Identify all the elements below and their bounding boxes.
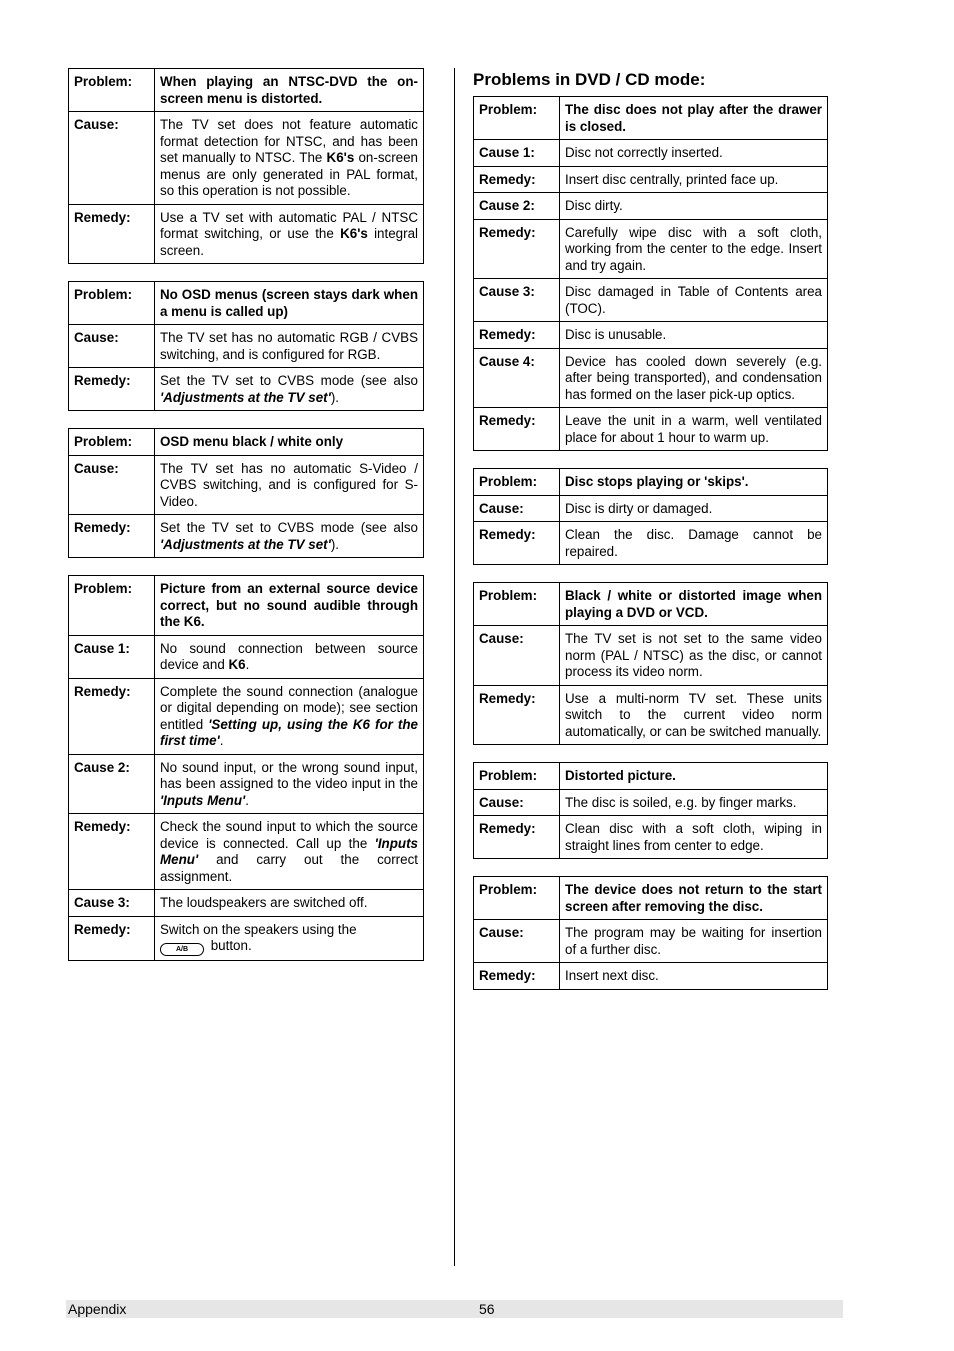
table-row	[69, 576, 424, 636]
cause-label: Cause 4:	[474, 348, 560, 408]
table-row	[69, 814, 424, 890]
problem-text: Distorted picture.	[560, 763, 828, 790]
cause-text: No sound connection between source device and K6.	[155, 635, 424, 678]
remedy-label: Remedy:	[69, 814, 155, 890]
cause-text: The program may be waiting for insertion of a further disc.	[560, 920, 828, 963]
table-row	[474, 97, 828, 140]
cause-text: Disc dirty.	[560, 193, 828, 220]
problem-label: Problem:	[474, 763, 560, 790]
cause-text: Disc not correctly inserted.	[560, 140, 828, 167]
problem-text: OSD menu black / white only	[155, 429, 424, 456]
remedy-text: Disc is unusable.	[560, 322, 828, 349]
dvd-problem-tables	[473, 96, 828, 990]
remedy-label: Remedy:	[69, 916, 155, 961]
osd-bw-problem-table	[68, 428, 424, 558]
problem-text: The device does not return to the start screen after removing the disc.	[560, 877, 828, 920]
table-row	[69, 325, 424, 368]
table-row	[69, 455, 424, 515]
cause-label: Cause 3:	[474, 279, 560, 322]
problem-text: Disc stops playing or 'skips'.	[560, 469, 828, 496]
remedy-label: Remedy:	[474, 408, 560, 451]
dvd-problem-table	[473, 582, 828, 745]
menu-reference: 'Inputs Menu'	[160, 835, 418, 867]
table-row	[69, 678, 424, 754]
table-row	[474, 348, 828, 408]
table-row	[69, 204, 424, 264]
problem-label: Problem:	[474, 469, 560, 496]
ntsc-problem-table	[68, 68, 424, 264]
problem-label: Problem:	[474, 583, 560, 626]
remedy-text: Clean disc with a soft cloth, wiping in straight lines from center to edge.	[560, 816, 828, 859]
osd-dark-problem-table	[68, 281, 424, 411]
cause-text: The TV set does not feature automatic format detection for NTSC, and has been set manually to NTSC. The K6's on-screen menus are only generated in PAL format, so this operation is not possible.	[155, 112, 424, 205]
cause-label: Cause 3:	[69, 890, 155, 917]
dvd-problem-table	[473, 876, 828, 990]
cause-label: Cause:	[474, 495, 560, 522]
section-reference: 'Adjustments at the TV set'	[160, 389, 331, 405]
page-number: 56	[479, 1301, 495, 1317]
problem-label: Problem:	[474, 877, 560, 920]
problem-label: Problem:	[69, 282, 155, 325]
table-row	[474, 322, 828, 349]
table-row	[474, 816, 828, 859]
remedy-label: Remedy:	[69, 204, 155, 264]
dvd-problem-table	[473, 468, 828, 565]
column-divider	[454, 68, 455, 1266]
remedy-text: Check the sound input to which the source device is connected. Call up the 'Inputs Menu' and carry out the correct assignment.	[155, 814, 424, 890]
table-row	[474, 789, 828, 816]
cause-label: Cause 2:	[69, 754, 155, 814]
table-row	[474, 495, 828, 522]
table-row	[474, 408, 828, 451]
model-name: K6	[228, 657, 246, 672]
problem-label: Problem:	[474, 97, 560, 140]
table-row	[474, 193, 828, 220]
table-row	[69, 754, 424, 814]
table-row	[69, 112, 424, 205]
right-column	[473, 68, 828, 1007]
remedy-label: Remedy:	[474, 522, 560, 565]
table-row	[69, 368, 424, 411]
table-row	[69, 916, 424, 961]
cause-text: The TV set has no automatic RGB / CVBS switching, and is configured for RGB.	[155, 325, 424, 368]
cause-label: Cause:	[474, 920, 560, 963]
cause-label: Cause:	[69, 112, 155, 205]
table-row	[474, 877, 828, 920]
cause-text: The TV set has no automatic S-Video / CVBS switching, and is configured for S-Video.	[155, 455, 424, 515]
table-row	[69, 515, 424, 558]
cause-text: Device has cooled down severely (e.g. after being transported), and condensation has formed on the laser pick-up optics.	[560, 348, 828, 408]
cause-text: Disc is dirty or damaged.	[560, 495, 828, 522]
problem-text: No OSD menus (screen stays dark when a menu is called up)	[155, 282, 424, 325]
table-row	[474, 583, 828, 626]
cause-text: The disc is soiled, e.g. by finger marks.	[560, 789, 828, 816]
table-row	[474, 279, 828, 322]
dvd-problem-table	[473, 762, 828, 859]
table-row	[474, 626, 828, 686]
model-name: K6's	[340, 226, 368, 241]
problem-label: Problem:	[69, 576, 155, 636]
page-footer	[66, 1300, 843, 1318]
problem-label: Problem:	[69, 69, 155, 112]
remedy-label: Remedy:	[474, 685, 560, 745]
table-row	[474, 920, 828, 963]
remedy-text: Leave the unit in a warm, well ventilated place for about 1 hour to warm up.	[560, 408, 828, 451]
section-reference: 'Setting up, using the K6 for the first time'	[160, 716, 418, 748]
section-reference: 'Adjustments at the TV set'	[160, 536, 331, 552]
remedy-label: Remedy:	[474, 219, 560, 279]
remedy-label: Remedy:	[69, 368, 155, 411]
table-row	[474, 522, 828, 565]
cause-label: Cause:	[69, 455, 155, 515]
table-row	[69, 635, 424, 678]
table-row	[474, 963, 828, 990]
remedy-text: Use a multi-norm TV set. These units switch to the current video norm automatically, or can be switched manually.	[560, 685, 828, 745]
ab-button-icon: A/B	[160, 943, 204, 956]
footer-section: Appendix	[68, 1301, 127, 1317]
table-row	[474, 166, 828, 193]
table-row	[69, 282, 424, 325]
cause-label: Cause 2:	[474, 193, 560, 220]
table-row	[474, 140, 828, 167]
cause-text: The loudspeakers are switched off.	[155, 890, 424, 917]
problem-text: Black / white or distorted image when playing a DVD or VCD.	[560, 583, 828, 626]
table-row	[474, 469, 828, 496]
cause-label: Cause:	[474, 626, 560, 686]
cause-text: The TV set is not set to the same video norm (PAL / NTSC) as the disc, or cannot process its video norm.	[560, 626, 828, 686]
problem-text: When playing an NTSC-DVD the on-screen menu is distorted.	[155, 69, 424, 112]
left-column	[68, 68, 424, 978]
remedy-text: Carefully wipe disc with a soft cloth, working from the center to the edge. Insert and try again.	[560, 219, 828, 279]
cause-label: Cause:	[69, 325, 155, 368]
remedy-text: Set the TV set to CVBS mode (see also 'Adjustments at the TV set').	[155, 515, 424, 558]
remedy-text: Clean the disc. Damage cannot be repaired.	[560, 522, 828, 565]
remedy-text: Set the TV set to CVBS mode (see also 'Adjustments at the TV set').	[155, 368, 424, 411]
problem-text: The disc does not play after the drawer is closed.	[560, 97, 828, 140]
remedy-text: Insert disc centrally, printed face up.	[560, 166, 828, 193]
table-row	[69, 69, 424, 112]
remedy-label: Remedy:	[69, 678, 155, 754]
menu-reference: 'Inputs Menu'	[160, 792, 246, 808]
table-row	[69, 890, 424, 917]
problem-label: Problem:	[69, 429, 155, 456]
table-row	[69, 429, 424, 456]
remedy-label: Remedy:	[474, 322, 560, 349]
remedy-label: Remedy:	[474, 166, 560, 193]
dvd-problem-table	[473, 96, 828, 451]
cause-label: Cause 1:	[69, 635, 155, 678]
cause-text: Disc damaged in Table of Contents area (TOC).	[560, 279, 828, 322]
remedy-text: Complete the sound connection (analogue or digital depending on mode); see section entitled 'Setting up, using the K6 for the first time'.	[155, 678, 424, 754]
remedy-label: Remedy:	[474, 816, 560, 859]
cause-label: Cause 1:	[474, 140, 560, 167]
remedy-text: Use a TV set with automatic PAL / NTSC format switching, or use the K6's integral screen.	[155, 204, 424, 264]
remedy-text: Insert next disc.	[560, 963, 828, 990]
remedy-text: Switch on the speakers using the A/B button.	[155, 916, 424, 961]
cause-text: No sound input, or the wrong sound input, has been assigned to the video input in the 'Inputs Menu'.	[155, 754, 424, 814]
remedy-label: Remedy:	[474, 963, 560, 990]
remedy-label: Remedy:	[69, 515, 155, 558]
cause-label: Cause:	[474, 789, 560, 816]
problem-text: Picture from an external source device correct, but no sound audible through the K6.	[155, 576, 424, 636]
table-row	[474, 219, 828, 279]
section-heading: Problems in DVD / CD mode:	[473, 70, 706, 89]
no-sound-problem-table	[68, 575, 424, 961]
table-row	[474, 763, 828, 790]
model-name: K6's	[326, 150, 355, 165]
table-row	[474, 685, 828, 745]
